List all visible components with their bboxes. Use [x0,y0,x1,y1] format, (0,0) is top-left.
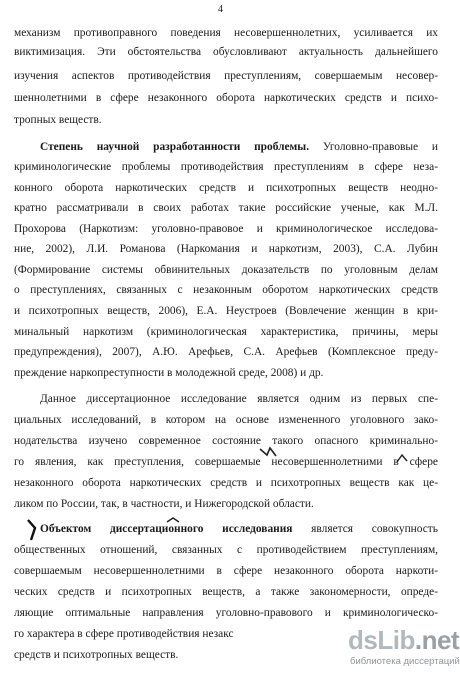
text-line: виктимизация. Эти обстоятельства обусловливают актуальность дальнейшего [14,46,438,58]
text-line: тропных веществ. [14,114,102,126]
scan-mark [165,516,181,524]
text-line: Степень научной разработанности проблемы. Уголовно-правовые и [40,141,438,153]
section-heading-research-state: Степень научной разработанности проблемы. [40,141,310,153]
text-line: Объектом диссертационного исследования является совокупность [40,523,438,535]
text-line: предупреждения), 2007), А.Ю. Арефьев, С.А. Арефьев (Комплексное преду- [14,346,438,358]
text-line: кратно рассматривали в своих работах такие российские ученые, как М.Л. [14,202,438,214]
dslib-watermark [348,623,460,671]
text-line: минальный наркотизм (криминологическая характеристика, причины, меры [14,326,438,338]
scan-mark [258,446,278,458]
text-line: совершаемым несовершеннолетними в сфере незаконного оборота наркоти- [14,565,438,577]
page-number: 4 [218,4,223,15]
text-line: го явления, как преступления, совершаемые несовершеннолетними в сфере [14,456,438,468]
text-line: ние, 2002), Л.И. Романова (Наркомания и наркотизм, 2003), С.А. Лубин [14,243,438,255]
watermark-logo: dsLib.net [348,625,460,655]
text-line: (Формирование системы обвинительных доказательств по уголовным делам [14,264,438,276]
text-line: механизм противоправного поведения несовершеннолетних, усиливается их [14,27,438,39]
text-line: го характера в сфере противодействия незакс [14,628,234,640]
text-line: Данное диссертационное исследование является одним из первых спе- [40,393,438,405]
text-line: и психотропных веществ, 2006), Е.А. Неустроев (Вовлечение женщин в кри- [14,305,438,317]
text-line: изучения аспектов противодействия преступлениям, совершаемым несовер- [14,70,438,82]
text-line: конного оборота наркотических средств и психотропных веществ неодно- [14,182,438,194]
scan-mark [395,452,409,464]
text-line: ляющие оптимальные направления уголовно-правового и криминологическо- [14,607,438,619]
scan-mark [25,518,39,542]
text-line: циальных исследований, в котором на основе измененного уголовного зако- [14,414,438,426]
text-line: шеннолетними в сфере незаконного оборота наркотических средств и психо- [14,92,438,104]
text-line: ческих средств и психотропных веществ, а также закономерности, опреде- [14,586,438,598]
text-line: преждение наркопреступности в молодежной среде, 2008) и др. [14,367,324,379]
text-line: Прохорова (Наркотизм: уголовно-правовое и криминологическое исследова- [14,223,438,235]
text-line: нодательства изучено современное состояние такого опасного криминально- [14,435,438,447]
text-line: криминологические проблемы противодействия преступлениям в сфере неза- [14,161,438,173]
text-line: незаконного оборота наркотических средств и психотропных веществ как це- [14,477,438,489]
watermark-subtitle: библиотека диссертаций [350,656,460,667]
text-line: о преступлениях, связанных с незаконным оборотом наркотических средств [14,284,438,296]
text-line: средств и психотропных веществ. [14,649,179,661]
text-line: общественных отношений, связанных с противодействием преступлениям, [14,544,438,556]
text-line: ликом по России, так, в частности, и Нижегородской области. [14,498,314,510]
section-heading-research-object: Объектом диссертационного исследования [40,523,293,535]
